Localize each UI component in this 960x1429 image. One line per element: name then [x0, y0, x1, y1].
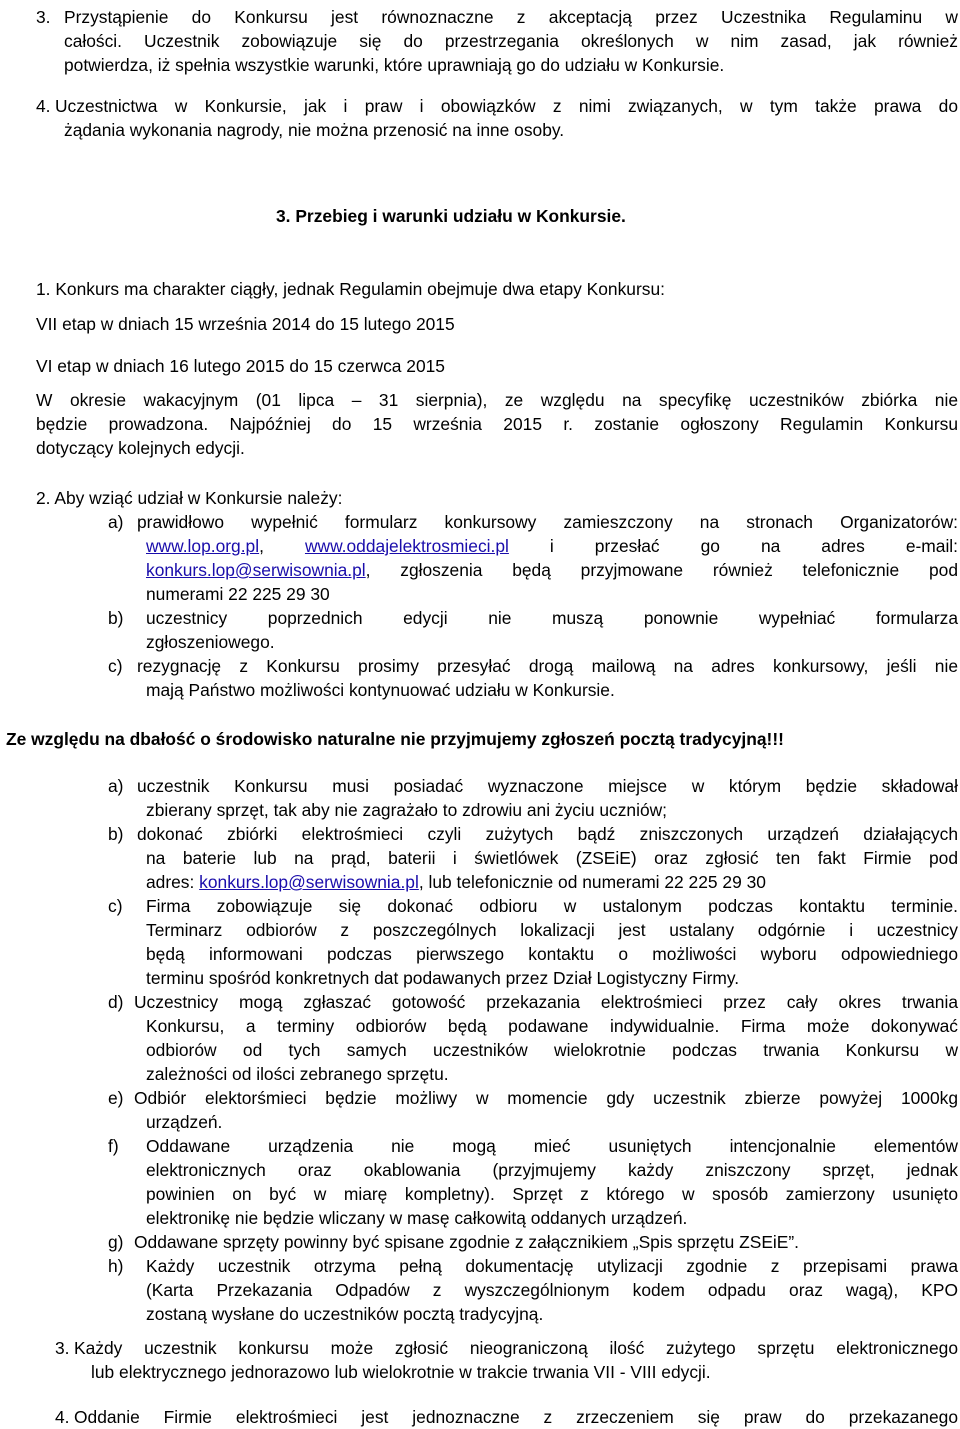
text-line: urządzeń. [146, 1112, 223, 1132]
text-line: Oddawane sprzęty powinny być spisane zgodnie z załącznikiem „Spis sprzętu ZSEiE”. [134, 1232, 800, 1252]
text-line: 1. Konkurs ma charakter ciągły, jednak Regulamin obejmuje dwa etapy Konkursu: [36, 279, 665, 299]
item-number: 3. [36, 7, 51, 27]
text-line: zależności od ilości zebranego sprzętu. [146, 1064, 449, 1084]
text-line: konkurs.lop@serwisownia.pl, zgłoszenia będą przyjmowane również telefonicznie pod [146, 560, 958, 580]
email-link[interactable]: konkurs.lop@serwisownia.pl [199, 872, 419, 892]
text-line: Oddawane urządzenia nie mogą mieć usuniętych intencjonalnie elementów [146, 1136, 958, 1156]
item-label: a) [108, 512, 124, 532]
stage-vii: VII etap w dniach 15 września 2014 do 15 lutego 2015 [36, 314, 455, 334]
text-line: powinien on być w miarę kompletny). Sprzęt z którego w sposób zamierzony usunięto [146, 1184, 958, 1204]
text-line: Uczestnictwa w Konkursie, jak i praw i obowiązków z nimi związanych, w tym także prawa do [55, 96, 958, 116]
item-label: a) [108, 776, 124, 796]
item-label: g) [108, 1232, 124, 1252]
text-line: będą informowani podczas pierwszego kontaktu o możliwości wyboru odpowiedniego [146, 944, 958, 964]
text-line: uczestnicy poprzednich edycji nie muszą ponownie wypełniać formularza [146, 608, 958, 628]
text-line: odbiorów od tych samych uczestników wielokrotnie podczas trwania Konkursu w [146, 1040, 958, 1060]
text-line: będzie prowadzona. Najpóźniej do 15 września 2015 r. zostanie ogłoszony Regulamin Konkursu [36, 414, 958, 434]
text-line: terminu spośród konkretnych dat podawanych przez Dział Logistyczny Firmy. [146, 968, 740, 988]
text-line: www.lop.org.pl, www.oddajelektrosmieci.pl i przesłać go na adres e-mail: [146, 536, 958, 556]
item-label: b) [108, 824, 124, 844]
item-number: 4. [36, 96, 51, 116]
text-line: potwierdza, iż spełnia wszystkie warunki, które uprawniają go do udziału w Konkursie. [64, 55, 725, 75]
item-label: c) [108, 656, 123, 676]
item-label: b) [108, 608, 124, 628]
text-line: całości. Uczestnik zobowiązuje się do przestrzegania określonych w nim zasad, jak również [64, 31, 958, 51]
text-line: (Karta Przekazania Odpadów z wyszczególnionym kodem odpadu oraz wagą), KPO [146, 1280, 958, 1300]
text-line: Przystąpienie do Konkursu jest równoznaczne z akceptacją przez Uczestnika Regulaminu w [64, 7, 958, 27]
text-line: Firma zobowiązuje się dokonać odbioru w ustalonym podczas kontaktu terminie. [146, 896, 958, 916]
text-line: elektronikę nie będzie wliczany w masę całkowitą oddanych urządzeń. [146, 1208, 688, 1228]
text-line: Każdy uczestnik konkursu może zgłosić nieograniczoną ilość zużytego sprzętu elektronicznego [74, 1338, 958, 1358]
text-line: adres: konkurs.lop@serwisownia.pl, lub telefonicznie od numerami 22 225 29 30 [146, 872, 766, 892]
text-line: Uczestnicy mogą zgłaszać gotowość przekazania elektrośmieci przez cały okres trwania [134, 992, 958, 1012]
text-line: Każdy uczestnik otrzyma pełną dokumentację utylizacji zgodnie z przepisami prawa [146, 1256, 958, 1276]
item-label: h) [108, 1256, 124, 1276]
text-line: numerami 22 225 29 30 [146, 584, 330, 604]
text-line: 2. Aby wziąć udział w Konkursie należy: [36, 488, 343, 508]
text-line: lub elektrycznego jednorazowo lub wielokrotnie w trakcie trwania VII - VIII edycji. [91, 1362, 711, 1382]
item-number: 3. [55, 1338, 70, 1358]
text-line: zostaną wysłane do uczestników pocztą tradycyjną. [146, 1304, 544, 1324]
text-line: W okresie wakacyjnym (01 lipca – 31 sierpnia), ze względu na specyfikę uczestników zbiórka nie [36, 390, 958, 410]
text-line: zbierany sprzęt, tak aby nie zagrażało to zdrowiu ani życiu uczniów; [146, 800, 668, 820]
item-label: e) [108, 1088, 124, 1108]
text-line: prawidłowo wypełnić formularz konkursowy zamieszczony na stronach Organizatorów: [137, 512, 958, 532]
text-line: uczestnik Konkursu musi posiadać wyznaczone miejsce w którym będzie składował [137, 776, 958, 796]
section-heading: 3. Przebieg i warunki udziału w Konkursie. [276, 206, 626, 226]
text-line: dokonać zbiórki elektrośmieci czyli zużytych bądź zniszczonych urządzeń działających [137, 824, 958, 844]
link-lop[interactable]: www.lop.org.pl [146, 536, 260, 556]
text-line: Konkursu, a terminy odbiorów będą podawane indywidualnie. Firma może dokonywać [146, 1016, 958, 1036]
text-line: mają Państwo możliwości kontynuować udziału w Konkursie. [146, 680, 615, 700]
item-label: d) [108, 992, 124, 1012]
text-line: elektronicznych oraz okablowania (przyjmujemy każdy zniszczony sprzęt, jednak [146, 1160, 958, 1180]
text-line: Terminarz odbiorów z poszczególnych lokalizacji jest ustalany odgórnie i uczestnicy [146, 920, 958, 940]
stage-vi: VI etap w dniach 16 lutego 2015 do 15 czerwca 2015 [36, 356, 445, 376]
text-line: Oddanie Firmie elektrośmieci jest jednoznaczne z zrzeczeniem się praw do przekazanego [74, 1407, 958, 1427]
link-oddajelektrosmieci[interactable]: www.oddajelektrosmieci.pl [304, 536, 509, 556]
item-label: c) [108, 896, 123, 916]
text-line: zgłoszeniowego. [146, 632, 275, 652]
text-line: żądania wykonania nagrody, nie można przenosić na inne osoby. [64, 120, 565, 140]
item-number: 4. [55, 1407, 70, 1427]
item-label: f) [108, 1136, 119, 1156]
email-link[interactable]: konkurs.lop@serwisownia.pl [146, 560, 366, 580]
text-line: na baterie lub na prąd, baterii i świetlówek (ZSEiE) oraz zgłosić ten fakt Firmie pod [146, 848, 958, 868]
notice-bold: Ze względu na dbałość o środowisko naturalne nie przyjmujemy zgłoszeń pocztą tradycyjną!!! [6, 729, 784, 749]
text-line: dotyczący kolejnych edycji. [36, 438, 245, 458]
text-line: rezygnację z Konkursu prosimy przesyłać drogą mailową na adres konkursowy, jeśli nie [137, 656, 958, 676]
text-line: Odbiór elektorśmieci będzie możliwy w momencie gdy uczestnik zbierze powyżej 1000kg [134, 1088, 958, 1108]
